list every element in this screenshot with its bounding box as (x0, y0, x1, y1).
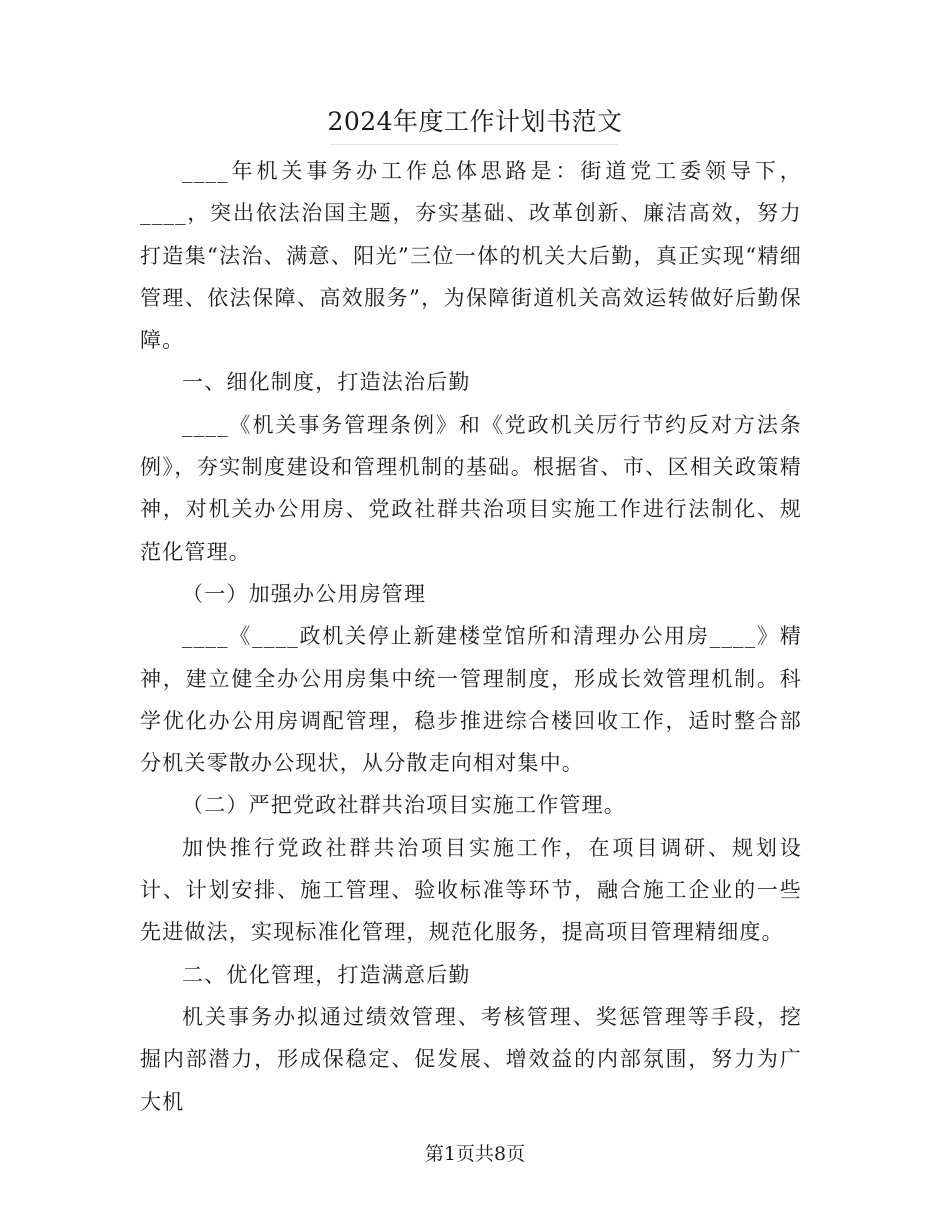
paragraph-1: ____《机关事务管理条例》和《党政机关厉行节约反对方法条例》，夯实制度建设和管理机制的基础。根据省、市、区相关政策精神，对机关办公用房、党政社群共治项目实施工作进行法制化、规范化管理。 (140, 412, 802, 564)
paragraph-1-2: 加快推行党政社群共治项目实施工作，在项目调研、规划设计、计划安排、施工管理、验收标准等环节，融合施工企业的一些先进做法，实现标准化管理，规范化服务，提高项目管理精细度。 (140, 835, 802, 945)
paragraph-1-1: ____《____政机关停止新建楼堂馆所和清理办公用房____》精神，建立健全办公用房集中统一管理制度，形成长效管理机制。科学优化办公用房调配管理，稳步推进综合楼回收工作，适时整合部分机关零散办公现状，从分散走向相对集中。 (140, 624, 802, 776)
section-heading-1: 一、细化制度，打造法治后勤 (182, 370, 471, 395)
section-heading-2: 二、优化管理，打造满意后勤 (182, 962, 471, 987)
page-footer: 第1页共8页 (424, 1143, 526, 1165)
document-title: 2024年度工作计划书范文 (327, 107, 623, 136)
title-divider (330, 144, 618, 145)
subsection-heading-1-2: （二）严把党政社群共治项目实施工作管理。 (182, 793, 626, 818)
paragraph-2: 机关事务办拟通过绩效管理、考核管理、奖惩管理等手段，挖掘内部潜力，形成保稳定、促发展、增效益的内部氛围，努力为广大机 (140, 1004, 802, 1114)
document-body (140, 150, 802, 1123)
subsection-heading-1-1: （一）加强办公用房管理 (182, 581, 427, 606)
paragraph-intro: ____年机关事务办工作总体思路是：街道党工委领导下，____，突出依法治国主题，夯实基础、改革创新、廉洁高效，努力打造集“法治、满意、阳光”三位一体的机关大后勤，真正实现“精细管理、依法保障、高效服务”，为保障街道机关高效运转做好后勤保障。 (140, 159, 802, 353)
